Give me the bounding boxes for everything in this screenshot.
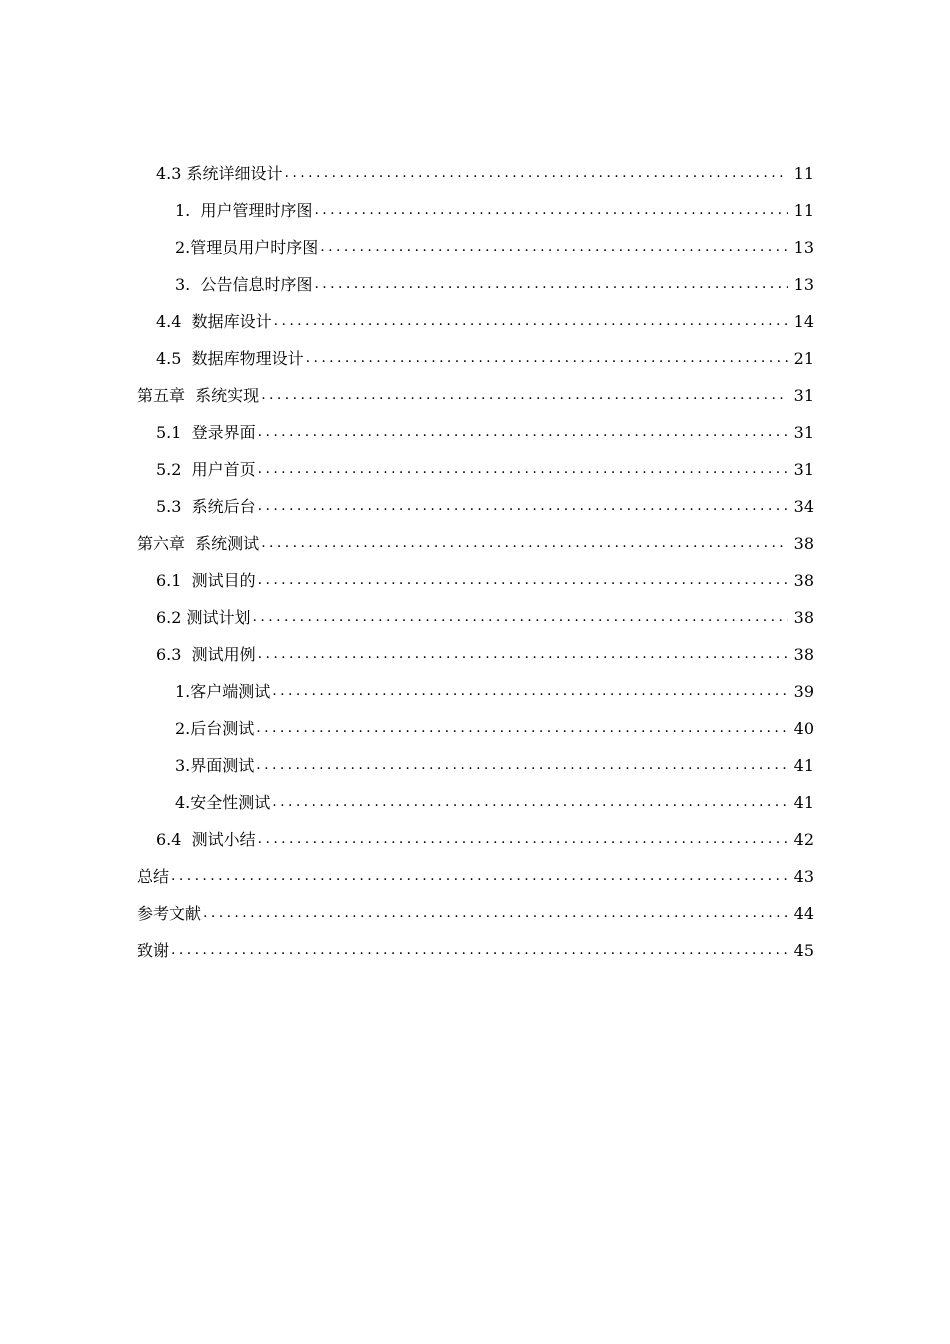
toc-entry-title: 4.4 数据库设计 (156, 312, 272, 331)
toc-dot-leader (314, 266, 788, 303)
toc-dot-leader (272, 784, 788, 821)
toc-page-number: 14 (793, 312, 814, 331)
toc-entry-title: 6.2 测试计划 (156, 608, 251, 627)
toc-page-number: 38 (793, 534, 814, 553)
toc-page-number: 44 (793, 904, 814, 923)
toc-page-number: 41 (793, 793, 814, 812)
toc-entry[interactable] (0, 303, 950, 340)
toc-page-number: 38 (793, 571, 814, 590)
table-of-contents (0, 155, 950, 969)
toc-page-number: 39 (793, 682, 814, 701)
toc-entry-title: 6.1 测试目的 (156, 571, 256, 590)
toc-entry[interactable] (0, 266, 950, 303)
toc-entry[interactable] (0, 673, 950, 710)
toc-dot-leader (203, 895, 788, 932)
toc-page-number: 38 (793, 645, 814, 664)
toc-dot-leader (258, 821, 788, 858)
toc-dot-leader (171, 858, 788, 895)
toc-entry[interactable] (0, 488, 950, 525)
toc-entry[interactable] (0, 562, 950, 599)
toc-entry[interactable] (0, 451, 950, 488)
toc-dot-leader (314, 192, 788, 229)
toc-page-number: 45 (793, 941, 814, 960)
toc-entry[interactable] (0, 229, 950, 266)
toc-page-number: 21 (793, 349, 814, 368)
toc-entry[interactable] (0, 377, 950, 414)
toc-entry[interactable] (0, 155, 950, 192)
toc-entry[interactable] (0, 599, 950, 636)
toc-dot-leader (258, 451, 788, 488)
toc-page-number: 31 (793, 423, 814, 442)
toc-entry-title: 5.2 用户首页 (156, 460, 256, 479)
toc-page-number: 31 (793, 386, 814, 405)
toc-dot-leader (274, 303, 788, 340)
toc-entry-title: 5.3 系统后台 (156, 497, 256, 516)
toc-entry[interactable] (0, 192, 950, 229)
toc-entry-title: 4.5 数据库物理设计 (156, 349, 304, 368)
toc-entry[interactable] (0, 340, 950, 377)
toc-entry-title: 总结 (137, 867, 170, 886)
toc-dot-leader (258, 636, 788, 673)
toc-entry-title: 6.4 测试小结 (156, 830, 256, 849)
toc-page-number: 40 (793, 719, 814, 738)
toc-dot-leader (256, 710, 788, 747)
toc-dot-leader (258, 562, 788, 599)
toc-page-number: 11 (793, 164, 814, 183)
toc-page-number: 38 (793, 608, 814, 627)
toc-entry-title: 4.安全性测试 (175, 793, 271, 812)
toc-dot-leader (272, 673, 788, 710)
toc-page-number: 43 (793, 867, 814, 886)
toc-entry[interactable] (0, 858, 950, 895)
toc-dot-leader (253, 599, 788, 636)
toc-page-number: 42 (793, 830, 814, 849)
toc-entry-title: 5.1 登录界面 (156, 423, 256, 442)
toc-entry[interactable] (0, 636, 950, 673)
toc-page-number: 13 (793, 275, 814, 294)
toc-page-number: 31 (793, 460, 814, 479)
toc-page-number: 11 (793, 201, 814, 220)
toc-entry-title: 1. 用户管理时序图 (175, 201, 313, 220)
toc-dot-leader (320, 229, 788, 266)
toc-dot-leader (258, 414, 788, 451)
toc-entry-title: 3.界面测试 (175, 756, 255, 775)
toc-entry-title: 4.3 系统详细设计 (156, 164, 283, 183)
toc-entry-title: 3. 公告信息时序图 (175, 275, 313, 294)
toc-page-number: 41 (793, 756, 814, 775)
toc-dot-leader (285, 155, 788, 192)
toc-entry-title: 参考文献 (137, 904, 202, 923)
toc-entry-title: 1.客户端测试 (175, 682, 271, 701)
toc-entry-title: 第五章 系统实现 (137, 386, 260, 405)
toc-entry[interactable] (0, 821, 950, 858)
toc-entry-title: 6.3 测试用例 (156, 645, 256, 664)
toc-dot-leader (306, 340, 788, 377)
toc-entry[interactable] (0, 710, 950, 747)
toc-entry[interactable] (0, 525, 950, 562)
toc-entry[interactable] (0, 414, 950, 451)
toc-entry[interactable] (0, 932, 950, 969)
toc-dot-leader (171, 932, 788, 969)
toc-entry[interactable] (0, 895, 950, 932)
toc-dot-leader (261, 525, 788, 562)
toc-entry-title: 2.后台测试 (175, 719, 255, 738)
toc-entry-title: 第六章 系统测试 (137, 534, 260, 553)
toc-dot-leader (258, 488, 788, 525)
toc-entry[interactable] (0, 747, 950, 784)
toc-page-number: 34 (793, 497, 814, 516)
toc-dot-leader (256, 747, 788, 784)
toc-entry[interactable] (0, 784, 950, 821)
toc-entry-title: 致谢 (137, 941, 170, 960)
toc-dot-leader (261, 377, 788, 414)
toc-page-number: 13 (793, 238, 814, 257)
toc-entry-title: 2.管理员用户时序图 (175, 238, 319, 257)
